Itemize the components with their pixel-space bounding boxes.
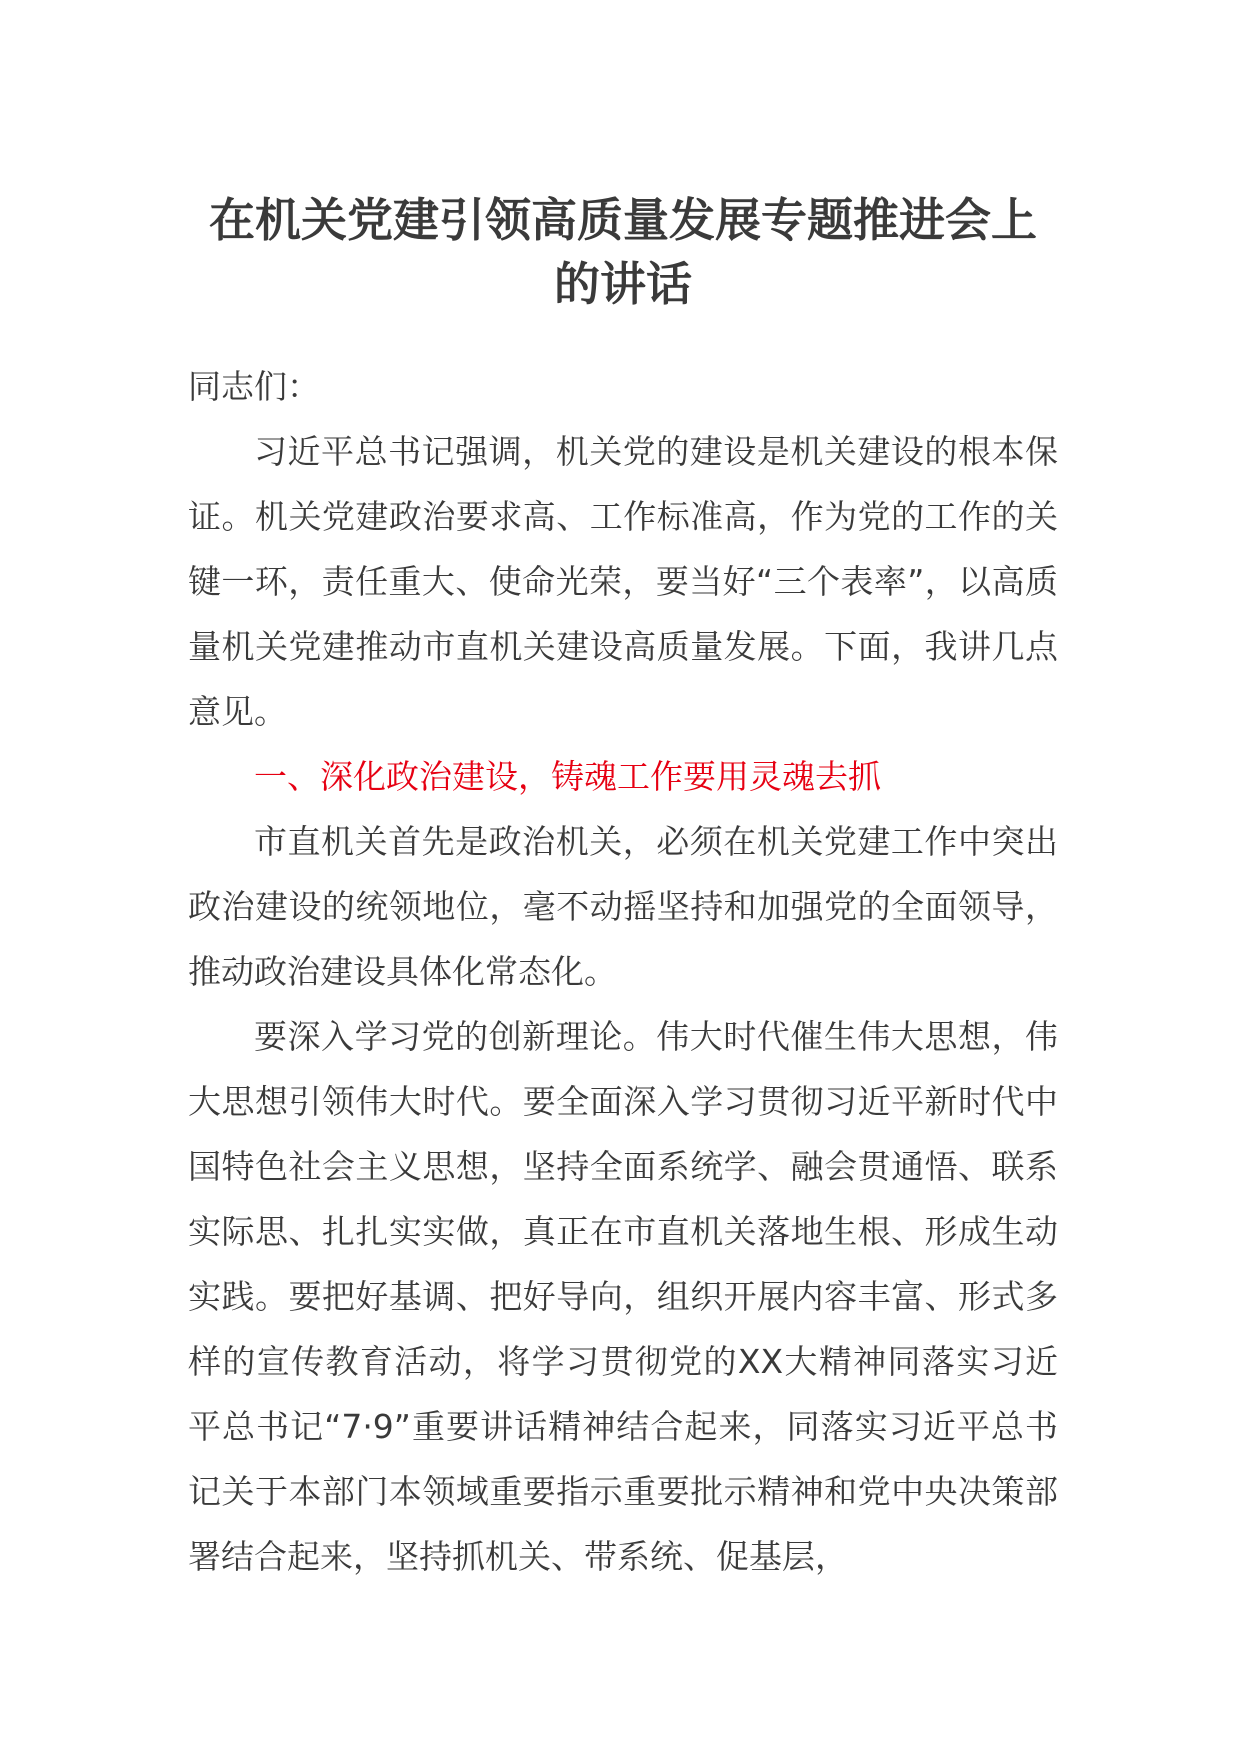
salutation: 同志们： — [188, 367, 320, 406]
intro-paragraph: 习近平总书记强调，机关党的建设是机关建设的根本保证。机关党建政治要求高、工作标准高，作为党的工作的关键一环，责任重大、使命光荣，要当好“三个表率”，以高质量机关党建推动市直机关建设高质量发展。下面，我讲几点意见。 — [188, 432, 1058, 731]
document-body — [188, 188, 1058, 1589]
document-title: 在机关党建引领高质量发展专题推进会上的讲话 — [209, 193, 1037, 311]
section-1-paragraph-2: 要深入学习党的创新理论。伟大时代催生伟大思想，伟大思想引领伟大时代。要全面深入学习贯彻习近平新时代中国特色社会主义思想，坚持全面系统学、融会贯通悟、联系实际思、扎扎实实做，真正在市直机关落地生根、形成生动实践。要把好基调、把好导向，组织开展内容丰富、形式多样的宣传教育活动，将学习贯彻党的XX大精神同落实习近平总书记“7·9”重要讲话精神结合起来，同落实习近平总书记关于本部门本领域重要指示重要批示精神和党中央决策部署结合起来，坚持抓机关、带系统、促基层， — [188, 1017, 1058, 1576]
section-heading-1: 一、深化政治建设，铸魂工作要用灵魂去抓 — [254, 757, 881, 796]
section-1-paragraph-1: 市直机关首先是政治机关，必须在机关党建工作中突出政治建设的统领地位，毫不动摇坚持和加强党的全面领导，推动政治建设具体化常态化。 — [188, 822, 1058, 991]
